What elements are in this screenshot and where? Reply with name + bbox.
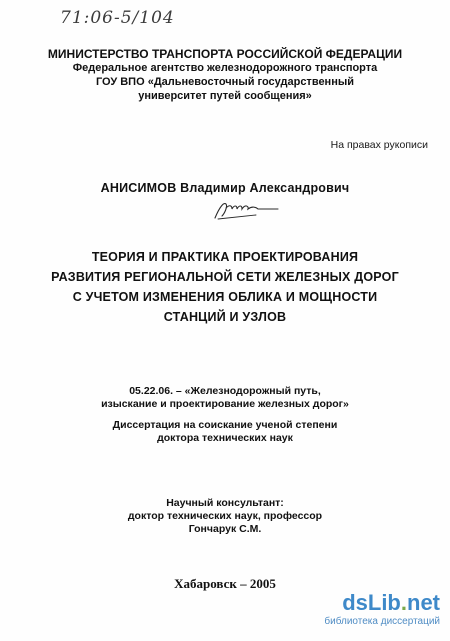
consultant-line-3: Гончарук С.М.	[188, 523, 262, 535]
scientific-consultant	[0, 497, 450, 536]
degree-statement	[0, 419, 450, 445]
dissertation-title	[0, 247, 450, 327]
title-line-1: ТЕОРИЯ И ПРАКТИКА ПРОЕКТИРОВАНИЯ	[91, 250, 359, 264]
consultant-line-2: доктор технических наук, профессор	[127, 510, 323, 522]
ministry-line-2: Федеральное агентство железнодорожного транспорта	[72, 62, 378, 74]
specialty-code	[0, 385, 450, 411]
logo-part-2: net	[407, 590, 440, 615]
degree-line-2: доктора технических наук	[157, 432, 293, 444]
archive-number-stamp: 71:06-5/104	[60, 8, 175, 28]
author-name: АНИСИМОВ Владимир Александрович	[100, 181, 350, 195]
dslib-logo[interactable]	[305, 591, 440, 615]
logo-part-1: dsLib	[342, 590, 401, 615]
ministry-line-1: МИНИСТЕРСТВО ТРАНСПОРТА РОССИЙСКОЙ ФЕДЕРАЦИИ	[47, 47, 403, 61]
manuscript-rights-note: На правах рукописи	[330, 139, 428, 151]
city-year: Хабаровск – 2005	[174, 576, 276, 591]
degree-line-1: Диссертация на соискание ученой степени	[112, 419, 338, 431]
title-line-2: РАЗВИТИЯ РЕГИОНАЛЬНОЙ СЕТИ ЖЕЛЕЗНЫХ ДОРОГ	[51, 270, 399, 284]
ministry-line-4: университет путей сообщения»	[138, 90, 312, 102]
title-line-4: СТАНЦИЙ И УЗЛОВ	[163, 310, 287, 324]
signature-image	[212, 198, 282, 222]
dslib-subtitle: библиотека диссертаций	[324, 616, 440, 627]
specialty-line-1: 05.22.06. – «Железнодорожный путь,	[129, 385, 321, 397]
consultant-line-1: Научный консультант:	[166, 497, 284, 509]
dslib-watermark[interactable]	[305, 591, 440, 637]
specialty-line-2: изыскание и проектирование железных дорог»	[101, 398, 349, 410]
ministry-header	[0, 47, 450, 103]
logo-dot: .	[400, 590, 407, 615]
ministry-line-3: ГОУ ВПО «Дальневосточный государственный	[95, 76, 355, 88]
title-line-3: С УЧЕТОМ ИЗМЕНЕНИЯ ОБЛИКА И МОЩНОСТИ	[72, 290, 378, 304]
